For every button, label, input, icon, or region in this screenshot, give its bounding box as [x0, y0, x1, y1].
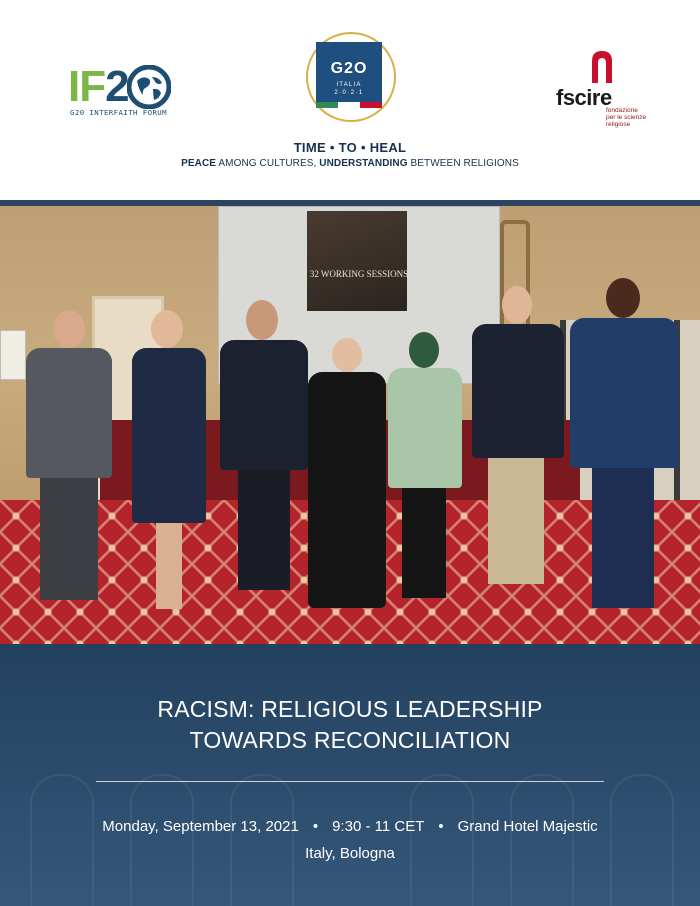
subtagline-among: AMONG CULTURES, [216, 158, 320, 169]
g20-italia-logo [306, 32, 396, 122]
bg-arch-5 [510, 774, 574, 906]
separator-dot: • [312, 818, 319, 835]
person-7 [566, 278, 682, 618]
if20-wordmark: IF2 [68, 62, 129, 111]
fscire-subtitle: fondazione per le scienze religiose [606, 107, 647, 128]
person-6 [468, 286, 568, 596]
event-location: Italy, Bologna [305, 845, 395, 862]
group-photo [0, 200, 700, 644]
bg-arch-6 [610, 774, 674, 906]
title-divider [96, 781, 604, 782]
italian-flag-stripe [316, 102, 382, 108]
person-2 [124, 310, 214, 610]
if20-logo [68, 64, 172, 118]
subtagline [0, 158, 700, 169]
bg-arch-4 [410, 774, 474, 906]
person-1 [18, 310, 118, 610]
separator-dot: • [438, 818, 444, 835]
projection-text: 32 WORKING SESSIONS [309, 269, 409, 279]
person-4 [304, 338, 390, 608]
event-footer [0, 644, 700, 906]
person-5 [386, 332, 464, 602]
globe-icon [127, 65, 171, 109]
if20-caption: G20 INTERFAITH FORUM [70, 108, 167, 117]
bg-arch-1 [30, 774, 94, 906]
subtagline-between: BETWEEN RELIGIONS [407, 158, 519, 169]
if20-mark [68, 64, 171, 110]
tagline: TIME • TO • HEAL [293, 140, 407, 155]
event-title-line-2: TOWARDS RECONCILIATION [189, 727, 511, 753]
fscire-arch-icon [588, 49, 616, 83]
event-time: 9:30 - 11 CET [332, 818, 425, 835]
person-3 [216, 300, 312, 600]
event-venue: Grand Hotel Majestic [457, 818, 598, 835]
header [0, 0, 700, 200]
g20-year: 2·0·2·1 [334, 90, 364, 96]
bg-arch-3 [230, 774, 294, 906]
fscire-logo [550, 45, 646, 129]
event-title-line-1: RACISM: RELIGIOUS LEADERSHIP [157, 696, 543, 722]
subtagline-peace: PEACE [181, 158, 217, 169]
fscire-wordmark: fscire [556, 85, 612, 110]
event-details [0, 818, 700, 835]
bg-arch-2 [130, 774, 194, 906]
projection-image [307, 211, 407, 311]
g20-word: G2O [330, 60, 368, 77]
g20-country: ITALIA [336, 82, 362, 88]
event-date: Monday, September 13, 2021 [102, 818, 299, 835]
g20-square [316, 42, 382, 108]
subtagline-understanding: UNDERSTANDING [319, 158, 408, 169]
event-title [0, 694, 700, 756]
